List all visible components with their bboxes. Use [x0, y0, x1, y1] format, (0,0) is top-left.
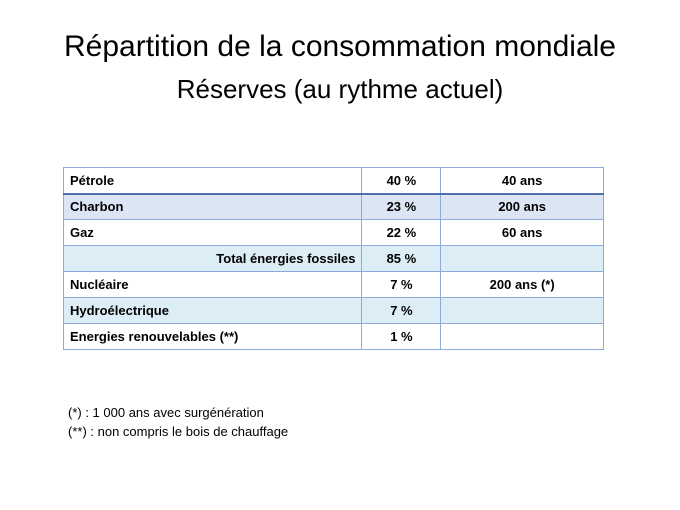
row-name: Charbon — [64, 194, 362, 220]
row-share: 40 % — [362, 168, 441, 194]
row-name: Energies renouvelables (**) — [64, 324, 362, 350]
row-reserves: 40 ans — [441, 168, 604, 194]
row-reserves: 60 ans — [441, 220, 604, 246]
footnote-1: (*) : 1 000 ans avec surgénération — [68, 405, 264, 420]
table-row-hydroelectrique — [64, 298, 604, 324]
row-share: 23 % — [362, 194, 441, 220]
row-share: 7 % — [362, 272, 441, 298]
table-row-gaz — [64, 220, 604, 246]
row-name: Total énergies fossiles — [64, 246, 362, 272]
table-row-charbon — [64, 194, 604, 220]
row-reserves: 200 ans — [441, 194, 604, 220]
table-row-total-fossiles — [64, 246, 604, 272]
row-reserves — [441, 324, 604, 350]
energy-table — [63, 167, 604, 350]
table-row-petrole — [64, 168, 604, 194]
table-row-nucleaire — [64, 272, 604, 298]
row-name: Pétrole — [64, 168, 362, 194]
row-reserves: 200 ans (*) — [441, 272, 604, 298]
row-name: Gaz — [64, 220, 362, 246]
row-share: 7 % — [362, 298, 441, 324]
row-share: 1 % — [362, 324, 441, 350]
row-name: Hydroélectrique — [64, 298, 362, 324]
slide-subtitle: Réserves (au rythme actuel) — [176, 74, 504, 104]
footnote-2: (**) : non compris le bois de chauffage — [68, 424, 289, 439]
slide-title: Répartition de la consommation mondiale — [64, 30, 616, 63]
row-name: Nucléaire — [64, 272, 362, 298]
row-reserves — [441, 298, 604, 324]
row-share: 22 % — [362, 220, 441, 246]
row-share: 85 % — [362, 246, 441, 272]
footnotes — [68, 403, 288, 441]
row-reserves — [441, 246, 604, 272]
table-row-renouvelables — [64, 324, 604, 350]
